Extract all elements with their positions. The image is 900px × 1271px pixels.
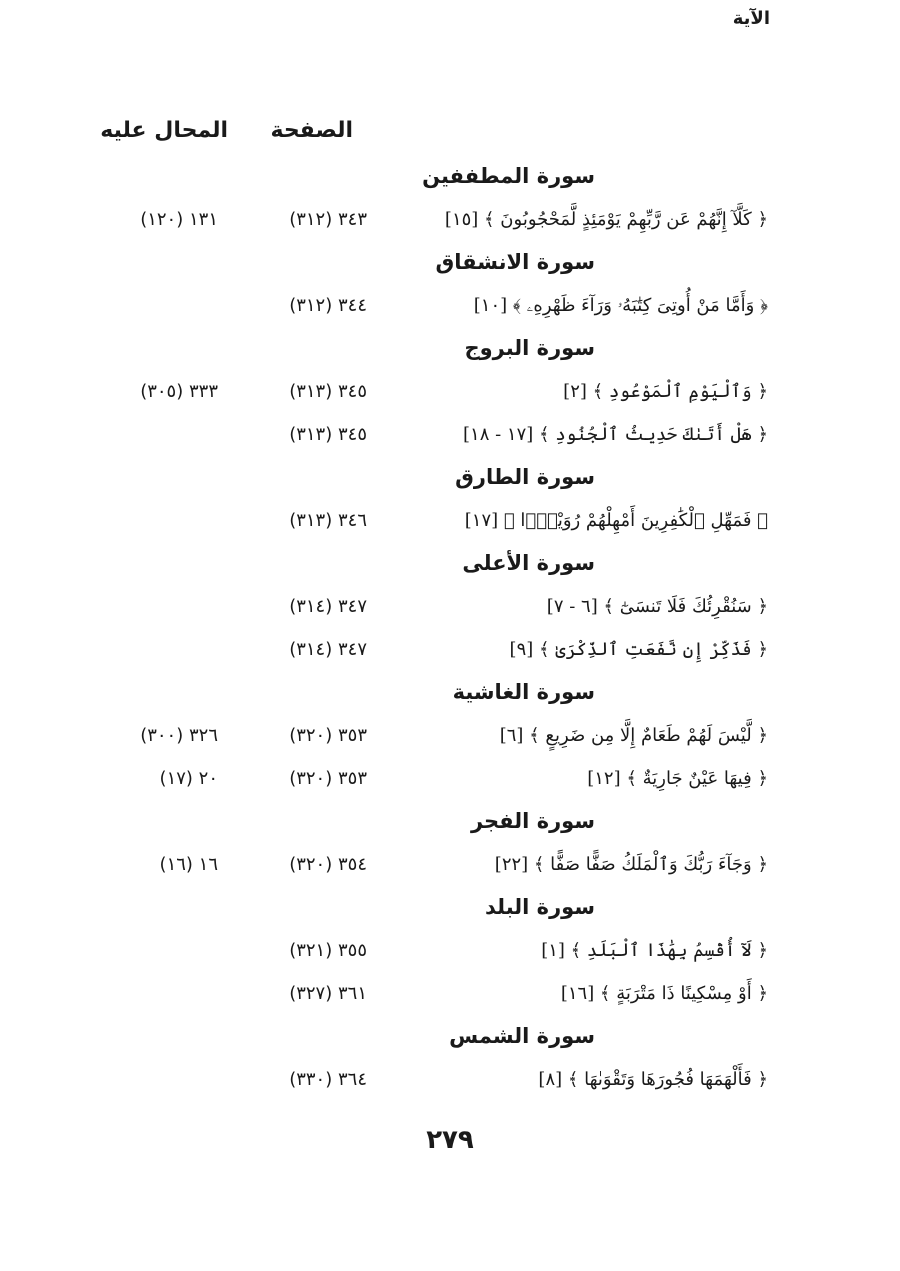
page-reference: ٣٤٥ (٣١٣) <box>289 381 367 402</box>
surah-heading-row <box>0 244 900 287</box>
verse-row <box>0 760 900 803</box>
cross-reference: ٢٠ (١٧) <box>159 768 218 789</box>
surah-heading-row <box>0 889 900 932</box>
surah-heading: سورة البروج <box>464 336 595 360</box>
verse-row <box>0 631 900 674</box>
index-table <box>0 158 900 1104</box>
verse-row <box>0 502 900 545</box>
verse-text: ﴿ فَذَكِّرْ إِن نَّفَعَتِ ٱلذِّكْرَىٰ ﴾ [٩] <box>509 639 768 660</box>
surah-heading-row <box>0 803 900 846</box>
cross-reference: ٣٣٣ (٣٠٥) <box>140 381 218 402</box>
verse-text: ﴿ سَنُقْرِئُكَ فَلَا تَنسَىٰٓ ﴾ [٦ - ٧] <box>546 596 768 617</box>
page-reference: ٣٦٤ (٣٣٠) <box>289 1069 367 1090</box>
surah-heading: سورة الغاشية <box>452 680 595 704</box>
cross-reference: ١٣١ (١٢٠) <box>140 209 218 230</box>
verse-text: ﴿ فَمَهِّلِ ٱلْكَٰفِرِينَ أَمْهِلْهُمْ رُوَيْدًۢا ﴾ [١٧] <box>464 510 768 531</box>
surah-heading-row <box>0 330 900 373</box>
page-reference: ٣٥٣ (٣٢٠) <box>289 768 367 789</box>
verse-text: ﴿ وَأَمَّا مَنْ أُوتِىَ كِتَٰبَهُۥ وَرَآءَ ظَهْرِهِۦ ﴾ [١٠] <box>473 295 768 316</box>
page-reference: ٣٥٤ (٣٢٠) <box>289 854 367 875</box>
page-reference: ٣٤٦ (٣١٣) <box>289 510 367 531</box>
page-reference: ٣٥٣ (٣٢٠) <box>289 725 367 746</box>
verse-text: ﴿ فِيهَا عَيْنٌ جَارِيَةٌ ﴾ [١٢] <box>587 768 768 789</box>
verse-row <box>0 287 900 330</box>
verse-row <box>0 975 900 1018</box>
verse-row <box>0 717 900 760</box>
verse-text: ﴿ وَٱلْيَوْمِ ٱلْمَوْعُودِ ﴾ [٢] <box>563 381 768 402</box>
surah-heading: سورة الفجر <box>470 809 595 833</box>
cross-reference: ٣٢٦ (٣٠٠) <box>140 725 218 746</box>
cross-reference: ١٦ (١٦) <box>159 854 218 875</box>
surah-heading-row <box>0 1018 900 1061</box>
page-number: ٢٧٩ <box>426 1125 474 1155</box>
surah-heading: سورة الأعلى <box>462 551 595 575</box>
surah-heading: سورة الشمس <box>449 1024 595 1048</box>
surah-heading: سورة البلد <box>485 895 595 919</box>
surah-heading-row <box>0 459 900 502</box>
verse-row <box>0 416 900 459</box>
verse-text: ﴿ وَجَآءَ رَبُّكَ وَٱلْمَلَكُ صَفًّا صَفًّا ﴾ [٢٢] <box>494 854 768 875</box>
verse-text: ﴿ هَلْ أَتَىٰكَ حَدِيثُ ٱلْجُنُودِ ﴾ [١٧ - ١٨] <box>463 424 768 445</box>
page-reference: ٣٤٧ (٣١٤) <box>289 596 367 617</box>
verse-text: ﴿ فَأَلْهَمَهَا فُجُورَهَا وَتَقْوَىٰهَا ﴾ [٨] <box>538 1069 768 1090</box>
verse-row <box>0 373 900 416</box>
verse-row <box>0 1061 900 1104</box>
reference-column-header: المحال عليه <box>100 118 228 143</box>
page-column-header: الصفحة <box>270 118 353 143</box>
page-reference: ٣٤٥ (٣١٣) <box>289 424 367 445</box>
surah-heading: سورة الطارق <box>455 465 595 489</box>
verse-row <box>0 846 900 889</box>
surah-heading-row <box>0 674 900 717</box>
page-reference: ٣٥٥ (٣٢١) <box>289 940 367 961</box>
verse-row <box>0 201 900 244</box>
surah-heading-row <box>0 545 900 588</box>
surah-heading: سورة الانشقاق <box>435 250 595 274</box>
page-reference: ٣٤٤ (٣١٢) <box>289 295 367 316</box>
verse-row <box>0 588 900 631</box>
page-reference: ٣٦١ (٣٢٧) <box>289 983 367 1004</box>
verse-column-header: الآية <box>732 8 770 29</box>
verse-text: ﴿ كَلَّآ إِنَّهُمْ عَن رَّبِّهِمْ يَوْمَئِذٍ لَّمَحْجُوبُونَ ﴾ [١٥] <box>444 209 768 230</box>
page-reference: ٣٤٧ (٣١٤) <box>289 639 367 660</box>
verse-text: ﴿ لَآ أُقْسِمُ بِهَٰذَا ٱلْبَلَدِ ﴾ [١] <box>541 940 768 961</box>
surah-heading: سورة المطففين <box>422 164 595 188</box>
verse-row <box>0 932 900 975</box>
verse-text: ﴿ أَوْ مِسْكِينًا ذَا مَتْرَبَةٍ ﴾ [١٦] <box>560 983 768 1004</box>
verse-text: ﴿ لَّيْسَ لَهُمْ طَعَامٌ إِلَّا مِن ضَرِيعٍ ﴾ [٦] <box>499 725 768 746</box>
page-reference: ٣٤٣ (٣١٢) <box>289 209 367 230</box>
surah-heading-row <box>0 158 900 201</box>
